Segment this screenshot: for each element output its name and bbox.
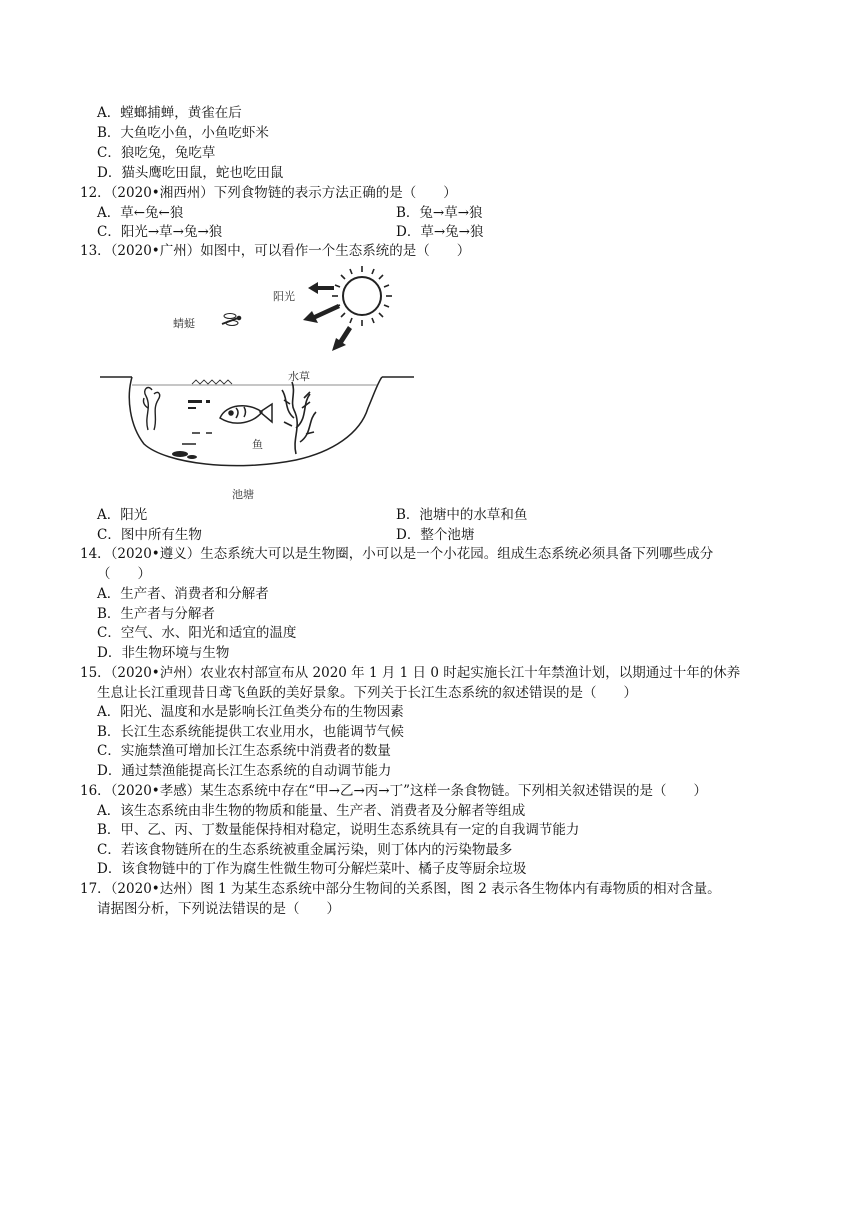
q12-option-a: A．草←兔←狼 (97, 205, 184, 221)
fish-icon (220, 404, 272, 423)
pond-ecosystem-figure (96, 258, 416, 503)
q13-option-d: D．整个池塘 (396, 527, 475, 543)
q15-option-b: B．长江生态系统能提供工农业用水，也能调节气候 (97, 724, 404, 740)
q16-option-c: C．若该食物链所在的生态系统被重金属污染，则丁体内的污染物最多 (97, 842, 513, 858)
q12-option-b: B．兔→草→狼 (396, 205, 483, 221)
q11-option-a: A．螳螂捕蝉，黄雀在后 (97, 105, 242, 121)
q15-option-d: D．通过禁渔能提高长江生态系统的自动调节能力 (97, 763, 392, 779)
q17-stem-continued: 请据图分析，下列说法错误的是（ ） (97, 901, 340, 917)
q12-option-c: C．阳光→草→兔→狼 (97, 224, 223, 240)
q17-stem: 17．（2020•达州）图 1 为某生态系统中部分生物间的关系图，图 2 表示各生物体内有毒物质的相对含量。 (80, 881, 721, 897)
dragonfly-icon (222, 314, 241, 326)
q16-option-d: D．该食物链中的丁作为腐生性微生物可分解烂菜叶、橘子皮等厨余垃圾 (97, 861, 527, 877)
water-weed-icon (282, 382, 316, 454)
q13-option-a: A．阳光 (97, 507, 148, 523)
q11-option-d: D．猫头鹰吃田鼠，蛇也吃田鼠 (97, 165, 284, 181)
dragonfly-label: 蜻蜓 (173, 317, 195, 330)
q14-option-c: C．空气、水、阳光和适宜的温度 (97, 625, 297, 641)
q14-option-d: D．非生物环境与生物 (97, 645, 230, 661)
q15-option-a: A．阳光、温度和水是影响长江鱼类分布的生物因素 (97, 704, 404, 720)
pond-label: 池塘 (232, 488, 254, 501)
q12-stem: 12．（2020•湘西州）下列食物链的表示方法正确的是（ ） (80, 185, 457, 201)
q15-stem: 15．（2020•泸州）农业农村部宣布从 2020 年 1 月 1 日 0 时起实施长江十年禁渔计划，以期通过十年的休养 (80, 665, 741, 681)
q14-stem-continued: （ ） (97, 566, 151, 582)
q12-option-d: D．草→兔→狼 (396, 224, 484, 240)
q11-option-c: C．狼吃兔，兔吃草 (97, 145, 216, 161)
q13-stem: 13．（2020•广州）如图中，可以看作一个生态系统的是（ ） (80, 243, 471, 259)
q16-option-a: A．该生态系统由非生物的物质和能量、生产者、消费者及分解者等组成 (97, 803, 526, 819)
q16-option-b: B．甲、乙、丙、丁数量能保持相对稳定，说明生态系统具有一定的自我调节能力 (97, 822, 580, 838)
q13-option-c: C．图中所有生物 (97, 527, 202, 543)
water-dashes (182, 433, 212, 444)
q15-option-c: C．实施禁渔可增加长江生态系统中消费者的数量 (97, 743, 391, 759)
q16-stem: 16．（2020•孝感）某生态系统中存在“甲→乙→丙→丁”这样一条食物链。下列相关叙述错误的是（ ） (80, 783, 707, 799)
q13-option-b: B．池塘中的水草和鱼 (396, 507, 528, 523)
fish-label: 鱼 (252, 438, 263, 451)
small-fish-icon (188, 400, 210, 409)
q14-option-b: B．生产者与分解者 (97, 606, 215, 622)
q14-option-a: A．生产者、消费者和分解者 (97, 586, 269, 602)
water-weed-label: 水草 (288, 370, 310, 383)
q11-option-b: B．大鱼吃小鱼，小鱼吃虾米 (97, 125, 269, 141)
stones-icon (172, 451, 197, 459)
left-plant-icon (144, 388, 160, 430)
q14-stem: 14．（2020•遵义）生态系统大可以是生物圈，小可以是一个小花园。组成生态系统必须具备下列哪些成分 (80, 546, 714, 562)
q15-stem-continued: 生息让长江重现昔日鸢飞鱼跃的美好景象。下列关于长江生态系统的叙述错误的是（ ） (97, 685, 637, 701)
sunlight-arrows (303, 282, 352, 351)
sun-icon (332, 266, 392, 326)
sunlight-label: 阳光 (273, 290, 295, 303)
